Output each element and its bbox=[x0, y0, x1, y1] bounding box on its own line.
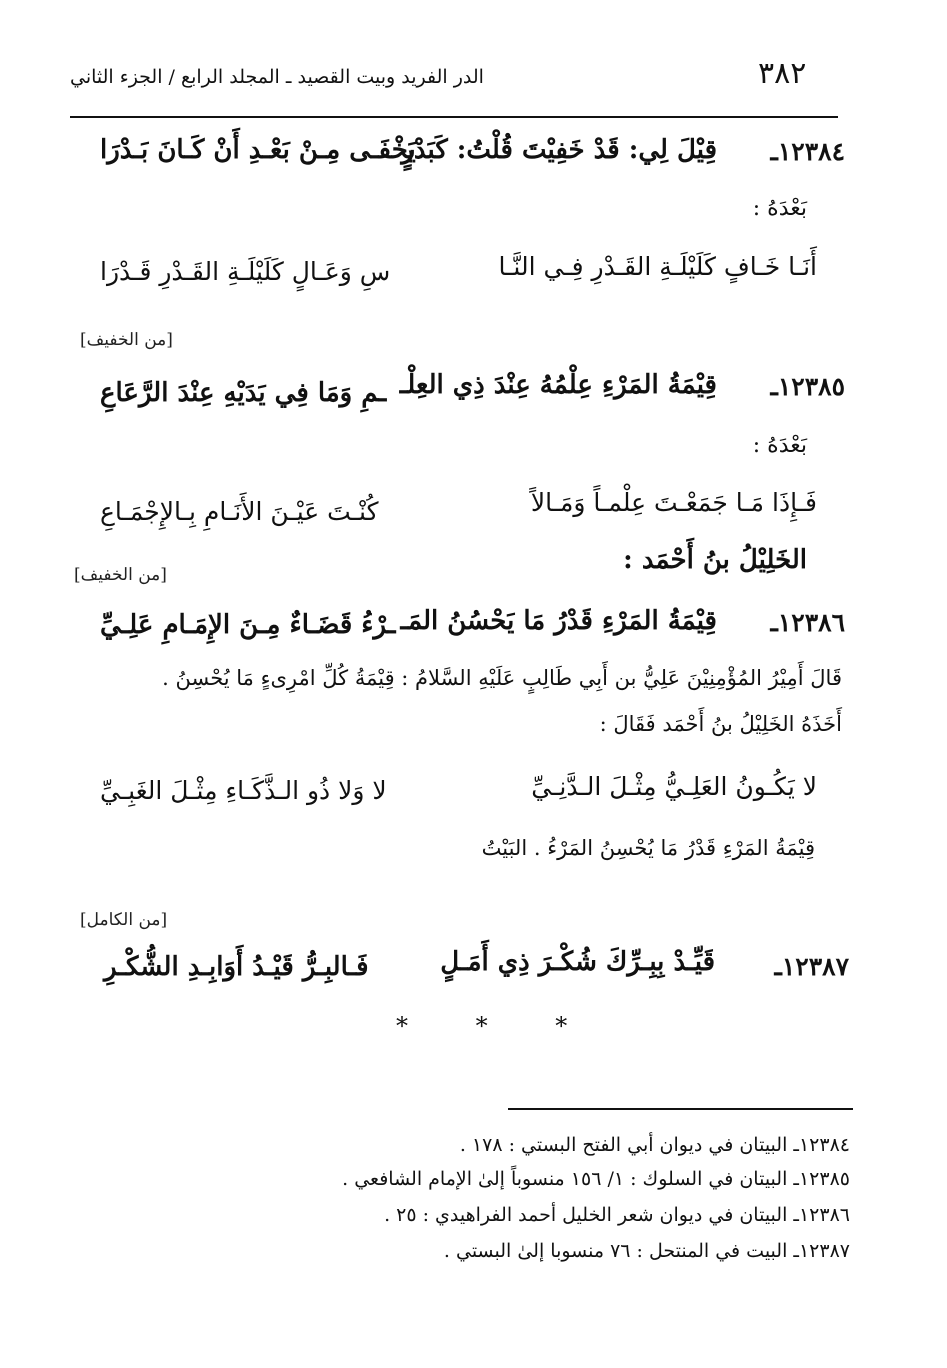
quoted-second-hemistich: لا وَلا ذُو الـذَّكَـاءِ مِثْـلَ الغَبِـيِّ bbox=[100, 776, 387, 805]
footnote: ١٢٣٨٧ـ البيت في المنتحل : ٧٦ منسوبا إلىٰ البستي . bbox=[443, 1240, 850, 1262]
verse-second-hemistich: ـمِ وَمَا فِي يَدَيْهِ عِنْدَ الرَّعَاعِ bbox=[100, 378, 387, 408]
meter-label: [من الخفيف] bbox=[80, 330, 173, 350]
verse-note: بَعْدَهُ : bbox=[752, 433, 807, 458]
meter-label: [من الكامل] bbox=[80, 910, 168, 930]
running-header: الدر الفريد وبيت القصيد ـ المجلد الرابع / الجزء الثاني bbox=[70, 66, 484, 88]
quoted-first-hemistich: لا يَكُـونُ العَلِـيُّ مِثْـلَ الـدَّنِـيِّ bbox=[531, 772, 817, 801]
verse-first-hemistich: قِيْمَةُ المَرْءِ قَدْرُ مَا يَحْسُنُ المَـ bbox=[400, 606, 717, 636]
verse-first-hemistich: قَيِّـدْ بِبِـرِّكَ شُكْـرَ ذِي أَمَـلٍ bbox=[440, 947, 715, 977]
verse-number: ١٢٣٨٥ـ bbox=[770, 372, 845, 401]
verse-note: بَعْدَهُ : bbox=[752, 196, 807, 221]
poet-attribution: الخَلِيْلُ بنُ أَحْمَد : bbox=[623, 545, 807, 575]
verse-first-hemistich: قِيْلَ لِي: قَدْ خَفِيْتَ قُلْتُ: كَبَدْرٍ bbox=[401, 135, 717, 165]
page-number: ٣٨٢ bbox=[758, 56, 807, 91]
follow-second-hemistich: كُنْـتَ عَيْـنَ الأَنَـامِ بِـالإِجْمَـاعِ bbox=[100, 497, 379, 526]
verse-second-hemistich: فَـالبِـرُّ قَيْـدُ أَوَابِـدِ الشُّكْـرِ bbox=[104, 952, 369, 982]
footnote: ١٢٣٨٦ـ البيتان في ديوان شعر الخليل أحمد الفراهيدي : ٢٥ . bbox=[384, 1204, 850, 1226]
header-divider bbox=[70, 116, 838, 118]
verse-second-hemistich: ـرْءُ قَضَـاءٌ مِـنَ الإِمَـامِ عَلِـيِّ bbox=[100, 610, 396, 640]
section-separator: * * * bbox=[396, 1012, 598, 1040]
commentary-line: أَخَذَهُ الخَلِيْلُ بنُ أَحْمَد فَقَالَ : bbox=[599, 712, 842, 736]
verse-number: ١٢٣٨٧ـ bbox=[774, 952, 849, 981]
verse-number: ١٢٣٨٤ـ bbox=[770, 137, 845, 166]
follow-first-hemistich: أَنَـا خَـافٍ كَلَيْلَـةِ القَـدْرِ فِـي النَّـا bbox=[498, 252, 817, 281]
footnote: ١٢٣٨٥ـ البيتان في السلوك : ١/ ١٥٦ منسوباً إلىٰ الإمام الشافعي . bbox=[342, 1168, 850, 1190]
meter-label: [من الخفيف] bbox=[74, 565, 167, 585]
footnote: ١٢٣٨٤ـ البيتان في ديوان أبي الفتح البستي : ١٧٨ . bbox=[459, 1134, 850, 1156]
follow-second-hemistich: سِ وَعَـالٍ كَلَيْلَـةِ القَـدْرِ قَـدْرَا bbox=[100, 257, 391, 286]
commentary-line: قَالَ أَمِيْرُ المُؤْمِنِيْنَ عَلِيُّ بن أَبِي طَالِبٍ عَلَيْهِ السَّلامُ : قِيْمَةُ كُلِّ امْرِىءٍ مَا يُحْسِنُ . bbox=[162, 666, 842, 690]
follow-first-hemistich: فَـإِذَا مَـا جَمَعْـتَ عِلْمـاً وَمَـالاً bbox=[530, 488, 817, 517]
verse-second-hemistich: يَخْفَـى مِـنْ بَعْـدِ أَنْ كَـانَ بَـدْرَا bbox=[100, 135, 416, 165]
footnote-divider bbox=[508, 1108, 853, 1110]
quoted-closing-line: قِيْمَةُ المَرْءِ قَدْرُ مَا يُحْسِنُ المَرْءُ . البَيْتُ bbox=[481, 836, 815, 860]
verse-first-hemistich: قِيْمَةُ المَرْءِ عِلْمُهُ عِنْدَ ذِي العِلْـ bbox=[399, 370, 717, 400]
verse-number: ١٢٣٨٦ـ bbox=[770, 608, 845, 637]
